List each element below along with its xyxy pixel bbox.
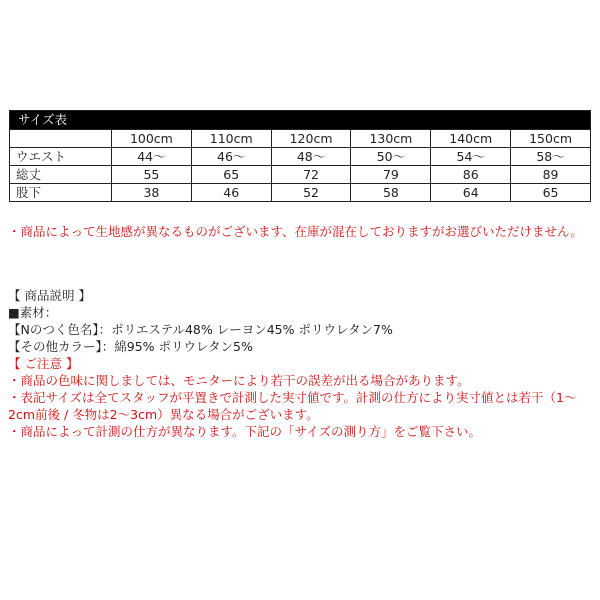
table-row	[10, 184, 591, 202]
table-cell: 58〜	[511, 148, 591, 166]
table-cell: 55	[112, 166, 192, 184]
product-description	[8, 287, 593, 440]
material-n-colors: 【Nのつく色名】：ポリエステル48% レーヨン45% ポリウレタン7%	[8, 322, 393, 337]
table-cell: 58	[351, 184, 431, 202]
size-table	[9, 110, 591, 202]
table-cell: 46	[191, 184, 271, 202]
table-cell: 48〜	[271, 148, 351, 166]
table-cell: 46〜	[191, 148, 271, 166]
size-header-cell: 110cm	[191, 130, 271, 148]
table-cell: 54〜	[431, 148, 511, 166]
notice-item: ・商品の色味に関しましては、モニターにより若干の誤差が出る場合があります。	[8, 373, 470, 388]
size-header-cell: 100cm	[112, 130, 192, 148]
table-cell: 44〜	[112, 148, 192, 166]
material-label: ■素材：	[8, 305, 58, 320]
row-label-waist: ウエスト	[10, 148, 112, 166]
table-cell: 64	[431, 184, 511, 202]
size-header-cell: 150cm	[511, 130, 591, 148]
size-header-cell: 140cm	[431, 130, 511, 148]
size-table-title: サイズ表	[10, 111, 591, 130]
table-cell: 89	[511, 166, 591, 184]
table-row	[10, 166, 591, 184]
notice-item: ・商品によって計測の仕方が異なります。下記の「サイズの測り方」をご覧下さい。	[8, 424, 482, 439]
table-cell: 65	[511, 184, 591, 202]
texture-note: ・商品によって生地感が異なるものがございます、在庫が混在しておりますがお選びいただけません。	[8, 223, 583, 239]
table-cell: 72	[271, 166, 351, 184]
notice-item: ・表記サイズは全てスタッフが平置きで計測した実寸値です。計測の仕方により実寸値とは若干（1〜2cm前後 / 冬物は2〜3cm）異なる場合がございます。	[8, 390, 577, 422]
table-cell: 38	[112, 184, 192, 202]
size-header-cell: 130cm	[351, 130, 431, 148]
material-other-colors: 【その他カラー】：綿95% ポリウレタン5%	[8, 339, 253, 354]
table-cell: 52	[271, 184, 351, 202]
notice-heading: 【 ご注意 】	[8, 356, 79, 371]
table-cell: 50〜	[351, 148, 431, 166]
row-label-length: 総丈	[10, 166, 112, 184]
size-header-cell: 120cm	[271, 130, 351, 148]
table-cell: 65	[191, 166, 271, 184]
size-header-empty	[10, 130, 112, 148]
description-heading: 【 商品説明 】	[8, 288, 91, 303]
row-label-inseam: 股下	[10, 184, 112, 202]
table-row	[10, 148, 591, 166]
table-cell: 79	[351, 166, 431, 184]
size-header-row	[10, 130, 591, 148]
table-cell: 86	[431, 166, 511, 184]
